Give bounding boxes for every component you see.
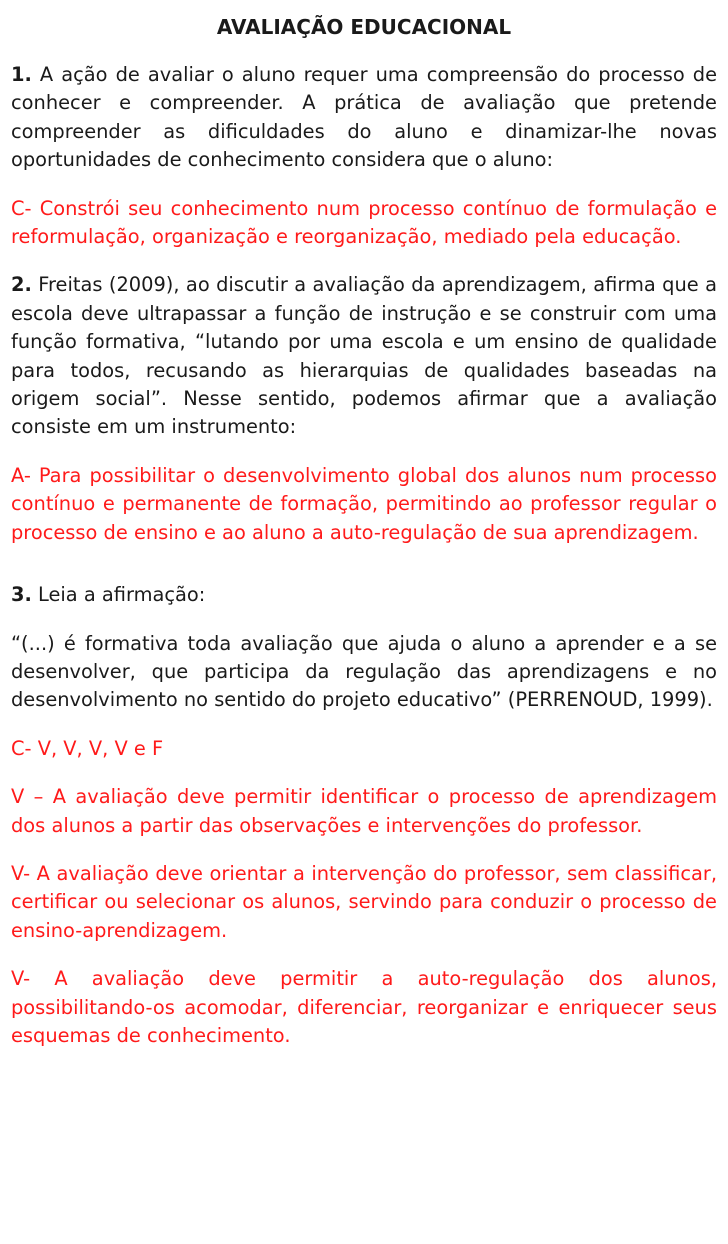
question-2-answer: A- Para possibilitar o desenvolvimento global dos alunos num processo contínuo e permanente de formação, permitindo ao professor regular o processo de ensino e ao aluno a auto-regulação de sua aprendizagem. [11,463,717,544]
question-3-quote: “(...) é formativa toda avaliação que ajuda o aluno a aprender e a se desenvolver, que participa da regulação das aprendizagens e no desenvolvimento no sentido do projeto educativo” (PERRENOUD, 1999). [11,631,717,712]
question-1-number: 1. [11,63,32,86]
question-3-number: 3. [11,583,32,607]
question-1-body: A ação de avaliar o aluno requer uma compreensão do processo de conhecer e compreender. A prática de avaliação que pretende compreender as dificuldades do aluno e dinamizar-lhe novas oportunidades de conhecimento considera que o aluno: [11,63,717,172]
question-3-statement-3: V- A avaliação deve permitir a auto-regulação dos alunos, possibilitando-os acomodar, diferenciar, reorganizar e enriquecer seus esquemas de conhecimento. [11,967,717,1047]
question-3 [11,581,717,1050]
question-2-body: Freitas (2009), ao discutir a avaliação da aprendizagem, afirma que a escola deve ultrapassar a função de instrução e se construir com uma função formativa, “lutando por uma escola e um ensino de qualidade para todos, recusando as hierarquias de qualidades baseadas na origem social”. Nesse sentido, podemos afirmar que a avaliação consiste em um instrumento: [11,273,717,439]
document-title: AVALIAÇÃO EDUCACIONAL [216,15,512,39]
question-3-answer: C- V, V, V, V e F [11,736,164,760]
question-3-text [11,581,717,609]
question-3-statement-1: V – A avaliação deve permitir identificar o processo de aprendizagem dos alunos a partir das observações e intervenções do professor. [11,785,717,837]
question-2-number: 2. [11,273,32,297]
question-1 [11,61,717,251]
question-2-text [11,271,717,441]
question-3-statement-2: V- A avaliação deve orientar a intervenção do professor, sem classificar, certificar ou selecionar os alunos, servindo para conduzir o processo de ensino-aprendizagem. [11,861,717,942]
question-2 [11,271,717,547]
question-1-answer: C- Constrói seu conhecimento num processo contínuo de formulação e reformulação, organização e reorganização, mediado pela educação. [11,196,717,249]
question-3-body: Leia a afirmação: [31,583,206,607]
question-1-text [11,61,717,175]
